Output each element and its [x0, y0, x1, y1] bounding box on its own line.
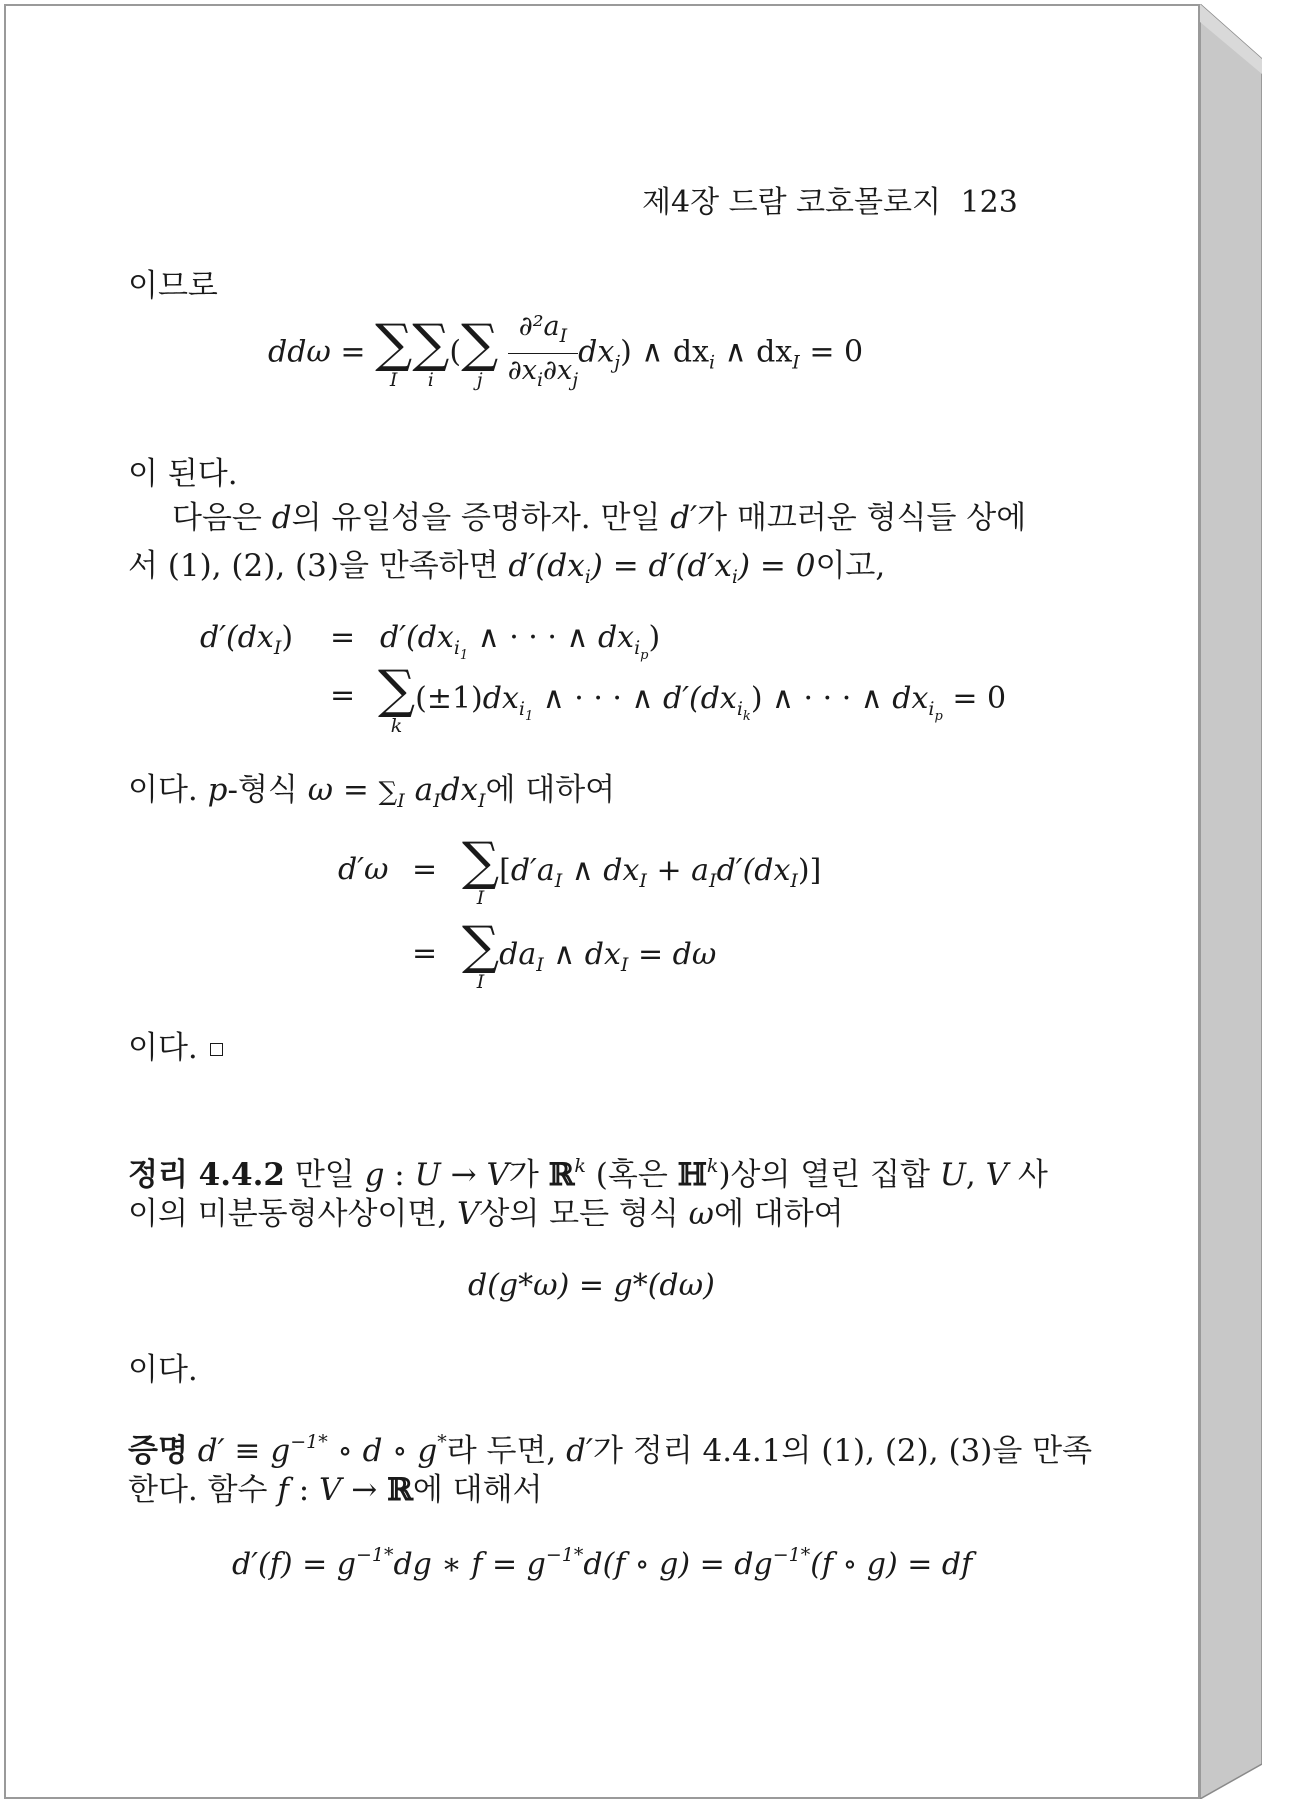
proof-line1: 증명 $d' \equiv g^{-1*}$ ∘ d ∘ g*라 두면, d′가 정리 4.4.1의 (1), (2), (3)을 만족 — [128, 1431, 1093, 1469]
paragraph-ida-2: 이다. — [128, 1352, 198, 1388]
partial-fraction: $\frac{\partial^2a_I}{\partial x_i\partial x_j}$ — [507, 311, 579, 391]
eq3-row1-rhs: ∑ I [$d'a_I$ ∧ $dx_I + a_Id'(dx_I)$] — [462, 832, 822, 909]
sum-i: ∑ i — [412, 313, 450, 391]
equation-dd-omega: ddω = ∑ I ∑ i ( ∑ j $\frac{\partial^2a_I}{\partial x_i\partial x_j}$ $dx_j$) ∧ $dx_i$ ∧ $dx_I = 0$ — [268, 312, 863, 395]
proof-line2: 한다. 함수 f : V → ℝ에 대해서 — [128, 1472, 543, 1508]
eq3-row2-rhs: ∑ I $da_I$ ∧ $dx_I = d\omega$ — [462, 916, 717, 993]
sum-I-eq3a: ∑ I — [462, 832, 500, 909]
eq3-equals-1: = — [412, 852, 438, 887]
eq3-equals-2: = — [412, 936, 438, 971]
equation-proof-function: $d'(f) = g^{-1*}dg$ ∗ $f = g^{-1*}d(f$ ∘ $g) = dg^{-1*}(f$ ∘ g) = df — [232, 1544, 973, 1582]
equation-pullback-commutes: d(g*ω) = g*(dω) — [468, 1268, 715, 1303]
eq2-equals-2: = — [330, 678, 356, 713]
sum-I: ∑ I — [375, 313, 413, 391]
eq2-row1-rhs: $d'(dx_{i_1}$ ∧ · · · ∧ $dx_{i_p}$) — [380, 620, 661, 663]
theorem-line1: 정리 4.4.2 만일 g : U → V가 ℝ$^k$ (혹은 ℍ$^k$)상의 열린 집합 U, V 사 — [128, 1155, 1048, 1193]
paragraph-uniqueness-line1: 다음은 d의 유일성을 증명하자. 만일 d′가 매끄러운 형식들 상에 — [172, 500, 1027, 536]
paragraph-uniqueness-line2: 서 (1), (2), (3)을 만족하면 $d'(dx_i) = d'(d'x_i) = 0$이고, — [128, 548, 886, 588]
sum-k: ∑ k — [378, 660, 416, 737]
eq2-row2-rhs: ∑ k $(\pm 1)dx_{i_1}$ ∧ · · · ∧ $d'(dx_{i_k})$ ∧ · · · ∧ $dx_{i_p} = 0$ — [378, 660, 1007, 737]
sum-I-eq3b: ∑ I — [462, 916, 500, 993]
eq1-lhs: ddω — [268, 334, 331, 370]
eq2-equals-1: = — [330, 620, 356, 655]
eq3-lhs: d′ω — [338, 852, 389, 887]
equation-dprime-dxI-row1: $d'(dx_I)$ — [200, 620, 294, 659]
proof-label: 증명 — [128, 1433, 188, 1469]
theorem-line2: 이의 미분동형사상이면, V상의 모든 형식 ω에 대하여 — [128, 1196, 844, 1232]
chapter-title: 제4장 드람 코호몰로지 — [642, 185, 941, 220]
paragraph-p-form: 이다. p-형식 $\omega = \sum_I$ $a_Idx_I$에 대하여 — [128, 772, 616, 812]
eq1-equals: = — [340, 334, 366, 370]
page-number: 123 — [960, 185, 1018, 220]
paragraph-i-doenda: 이 된다. — [128, 456, 238, 492]
running-header — [642, 185, 1018, 221]
qed-box-icon — [210, 1043, 223, 1056]
sum-j: ∑ j — [461, 313, 499, 391]
book-spine — [1200, 4, 1262, 1799]
paragraph-imeuro: 이므로 — [128, 268, 218, 304]
paragraph-ida-qed: 이다. — [128, 1030, 223, 1066]
theorem-label: 정리 4.4.2 — [128, 1157, 285, 1193]
